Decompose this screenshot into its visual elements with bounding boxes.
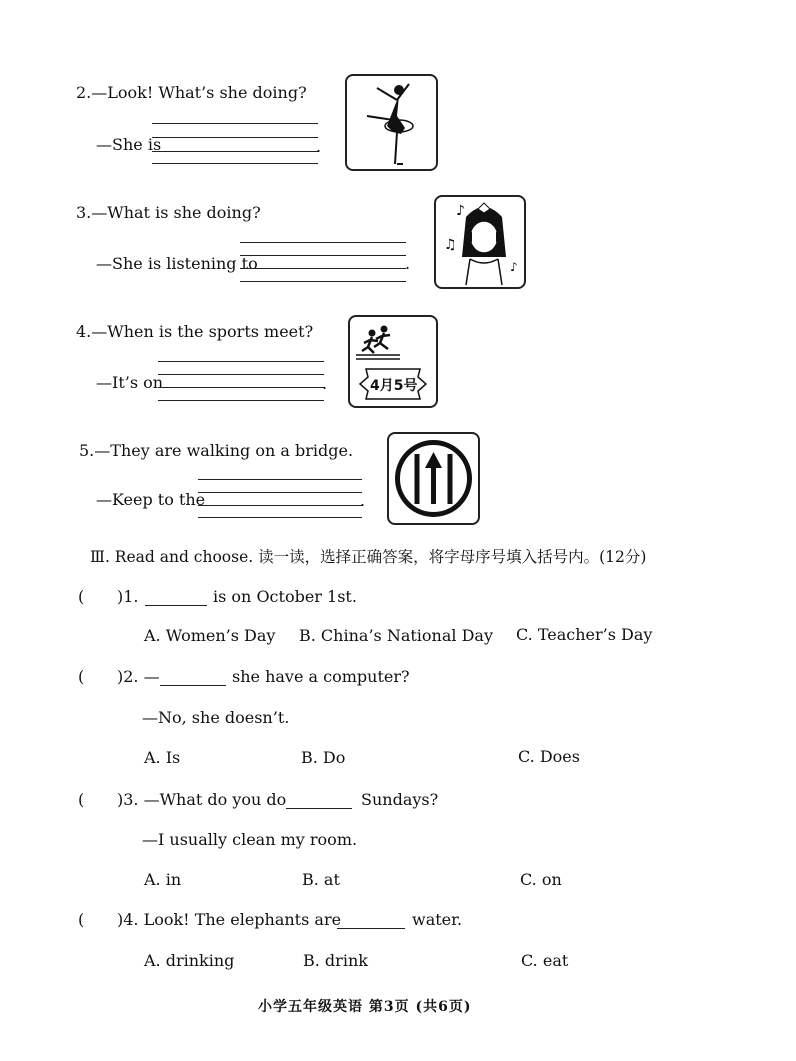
option-c: C. on	[520, 870, 562, 889]
question-number: )3. —What do you do	[117, 790, 287, 809]
ballet-dancer-icon	[347, 76, 436, 169]
option-a: A. Is	[144, 748, 181, 767]
option-a: A. Women’s Day	[144, 626, 276, 645]
question-5-answer-prefix: —Keep to the	[96, 490, 206, 509]
svg-text:♪: ♪	[510, 260, 518, 274]
answer-line[interactable]	[240, 255, 406, 256]
question-number: )4. Look! The elephants are	[117, 910, 342, 929]
option-c: C. eat	[521, 951, 569, 970]
answer-end-period: .	[322, 374, 328, 393]
option-a: A. in	[144, 870, 182, 889]
option-a: A. drinking	[144, 951, 235, 970]
answer-end-period: .	[316, 137, 322, 156]
question-stem: Sundays?	[361, 790, 439, 809]
question-stem: she have a computer?	[232, 667, 410, 686]
section-heading-text: Ⅲ. Read and choose. 读一读，选择正确答案，将字母序号填入括号内。(12分)	[90, 548, 647, 566]
option-b: B. drink	[303, 951, 368, 970]
answer-box[interactable]	[88, 666, 116, 686]
option-b: B. China’s National Day	[299, 626, 493, 645]
fill-blank[interactable]	[145, 587, 207, 606]
question-3-text: 3.—What is she doing?	[76, 203, 261, 222]
question-3-answer-prefix: —She is listening to	[96, 254, 258, 273]
question-2-answer-prefix: —She is	[96, 135, 162, 154]
option-b: B. Do	[301, 748, 346, 767]
question-stem: is on October 1st.	[213, 587, 357, 606]
fill-blank[interactable]	[286, 790, 352, 809]
ballet-dancer-picture	[345, 74, 438, 171]
keep-right-sign-icon	[389, 434, 478, 523]
answer-paren-open: (	[78, 910, 85, 929]
question-stem: water.	[412, 910, 463, 929]
question-number: )2. —	[117, 667, 160, 686]
page-footer: 小学五年级英语 第3页 (共6页)	[258, 999, 472, 1015]
answer-line[interactable]	[198, 479, 362, 480]
keep-right-sign-picture	[387, 432, 480, 525]
answer-box[interactable]	[88, 586, 116, 606]
answer-line[interactable]	[158, 400, 324, 401]
answer-line[interactable]	[158, 374, 324, 375]
section-heading	[90, 545, 646, 567]
option-c: C. Does	[518, 747, 580, 766]
answer-line[interactable]	[240, 242, 406, 243]
answer-line[interactable]	[240, 268, 406, 269]
fill-blank[interactable]	[337, 910, 405, 929]
answer-line[interactable]	[152, 163, 318, 164]
answer-line-text: —I usually clean my room.	[142, 830, 358, 849]
question-5-text: 5.—They are walking on a bridge.	[79, 441, 354, 460]
answer-line[interactable]	[152, 123, 318, 124]
answer-line-text: —No, she doesn’t.	[142, 708, 290, 727]
answer-line[interactable]	[198, 492, 362, 493]
answer-end-period: .	[360, 491, 366, 510]
answer-line[interactable]	[158, 387, 324, 388]
answer-line[interactable]	[158, 361, 324, 362]
question-4-answer-prefix: —It’s on	[96, 373, 164, 392]
answer-line[interactable]	[240, 281, 406, 282]
girl-with-headphones-icon	[436, 197, 524, 287]
option-c: C. Teacher’s Day	[516, 625, 653, 644]
question-4-text: 4.—When is the sports meet?	[76, 322, 314, 341]
svg-text:♫: ♫	[444, 237, 457, 253]
answer-line[interactable]	[152, 137, 318, 138]
answer-paren-open: (	[78, 790, 85, 809]
answer-line[interactable]	[198, 517, 362, 518]
option-b: B. at	[302, 870, 340, 889]
sports-meet-picture	[348, 315, 438, 408]
fill-blank[interactable]	[160, 667, 226, 686]
answer-box[interactable]	[88, 789, 116, 809]
svg-text:♪: ♪	[456, 203, 465, 219]
answer-paren-open: (	[78, 667, 85, 686]
runners-icon	[350, 321, 436, 363]
answer-line[interactable]	[198, 505, 362, 506]
girl-headphones-picture	[434, 195, 526, 289]
question-2-text: 2.—Look! What’s she doing?	[76, 83, 307, 102]
answer-line[interactable]	[152, 151, 318, 152]
answer-box[interactable]	[88, 909, 116, 929]
date-label: 4月5号	[370, 378, 418, 394]
answer-end-period: .	[405, 254, 411, 273]
question-number: )1.	[117, 587, 139, 606]
answer-paren-open: (	[78, 587, 85, 606]
